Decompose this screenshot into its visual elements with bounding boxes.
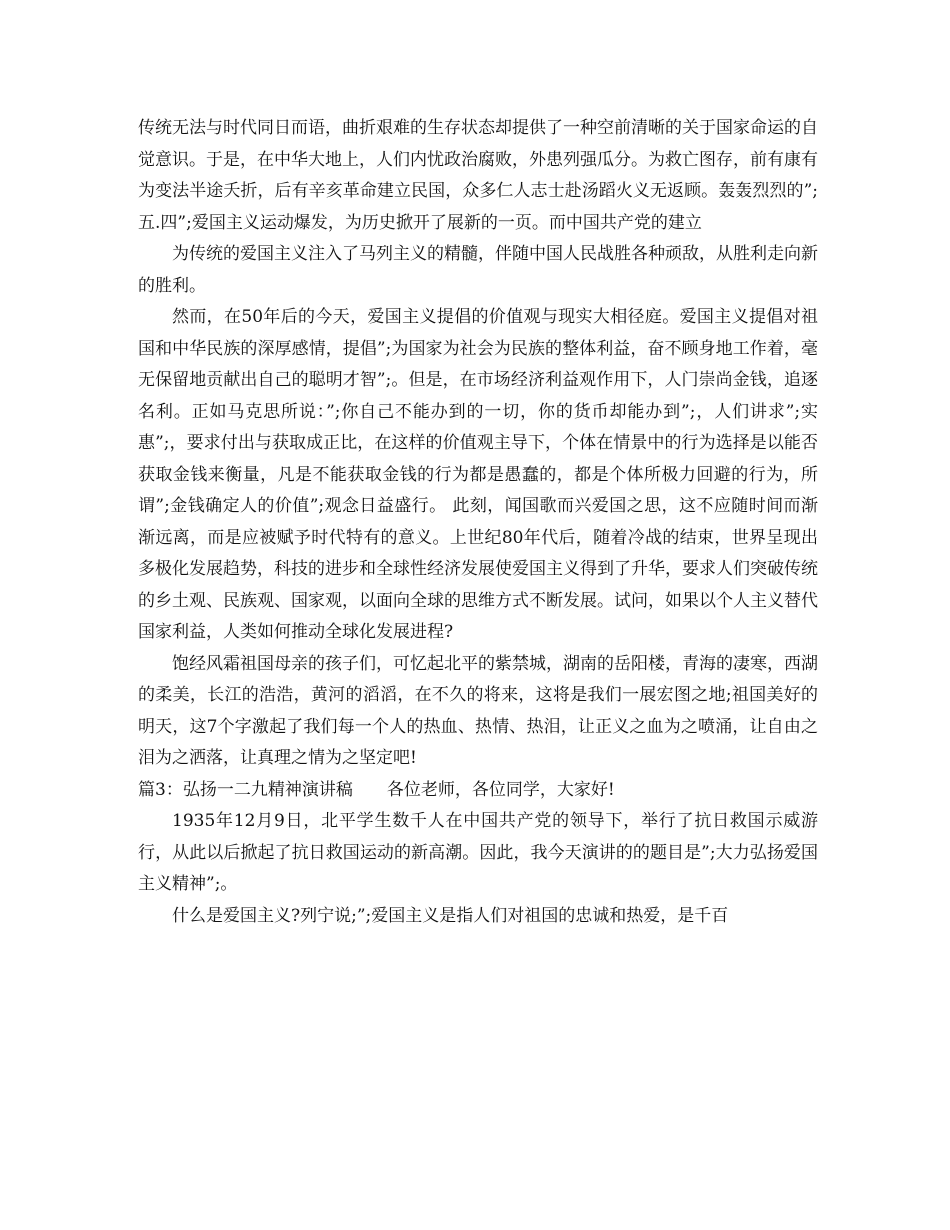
paragraph-6: 什么是爱国主义?列宁说;”;爱国主义是指人们对祖国的忠诚和热爱，是千百 <box>172 905 729 926</box>
paragraph-1: 传统无法与时代同日而语，曲折艰难的生存状态却提供了一种空前清晰的关于国家命运的自觉意识。于是，在中华大地上，人们内忧政治腐败，外患列强瓜分。为救亡图存，前有康有为变法半途夭折，后有辛亥革命建立民国，众多仁人志士赴汤蹈火义无返顾。轰轰烈烈的”;五.四”;爱国主义运动爆发，为历史掀开了展新的一页。而中国共产党的建立 <box>138 118 818 233</box>
paragraph-3: 然而，在50年后的今天，爱国主义提倡的价值观与现实大相径庭。爱国主义提倡对祖国和中华民族的深厚感情，提倡”;为国家为社会为民族的整体利益，奋不顾身地工作着，毫无保留地贡献出自己的聪明才智”;。但是，在市场经济利益观作用下，人门崇尚金钱，追逐名利。正如马克思所说：”;你自己不能办到的一切，你的货币却能办到”;，人们讲求”;实惠”;，要求付出与获取成正比，在这样的价值观主导下，个体在情景中的行为选择是以能否获取金钱来衡量，凡是不能获取金钱的行为都是愚蠢的，都是个体所极力回避的行为，所谓”;金钱确定人的价值”;观念日益盛行。 此刻，闻国歌而兴爱国之思，这不应随时间而渐渐远离，而是应被赋予时代特有的意义。上世纪80年代后，随着冷战的结束，世界呈现出多极化发展趋势，科技的进步和全球性经济发展使爱国主义得到了升华，要求人们突破传统的乡土观、民族观、国家观，以面向全球的思维方式不断发展。试问，如果以个人主义替代国家利益，人类如何推动全球化发展进程? <box>138 307 818 642</box>
document-body <box>138 113 818 932</box>
section-heading: 篇3：弘扬一二九精神演讲稿 各位老师，各位同学，大家好! <box>138 779 615 800</box>
paragraph-4: 饱经风霜祖国母亲的孩子们，可忆起北平的紫禁城，湖南的岳阳楼，青海的凄寒，西湖的柔美，长江的浩浩，黄河的滔滔，在不久的将来，这将是我们一展宏图之地;祖国美好的明天，这7个字激起了我们每一个人的热血、热情、热泪，让正义之血为之喷涌，让自由之泪为之洒落，让真理之情为之坚定吧! <box>138 653 818 768</box>
paragraph-5: 1935年12月9日，北平学生数千人在中国共产党的领导下，举行了抗日救国示威游行，从此以后掀起了抗日救国运动的新高潮。因此，我今天演讲的的题目是”;大力弘扬爱国主义精神”;。 <box>138 811 818 894</box>
paragraph-2: 为传统的爱国主义注入了马列主义的精髓，伴随中国人民战胜各种顽敌，从胜利走向新的胜利。 <box>138 244 818 296</box>
